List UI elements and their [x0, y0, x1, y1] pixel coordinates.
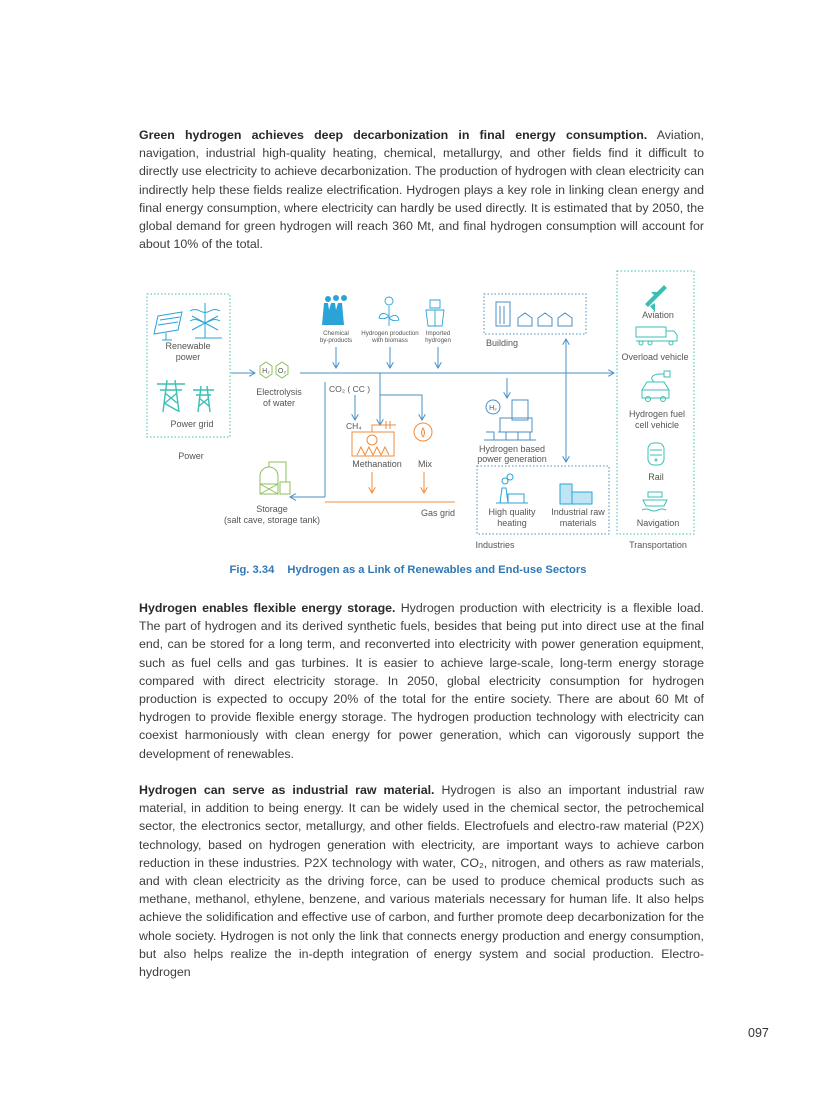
raw-materials-label-2: materials [559, 518, 597, 528]
source-label-2: hydrogen [425, 337, 451, 344]
mix-label: Mix [418, 459, 432, 469]
train-icon [648, 443, 664, 465]
paragraph-lead: Green hydrogen achieves deep decarbonization in final energy consumption. [139, 128, 648, 142]
paragraph-lead: Hydrogen can serve as industrial raw material. [139, 783, 435, 797]
paragraph-body: Hydrogen is also an important industrial raw material, in addition to being energy. It can be widely used in the chemical sector, the petrochemical sector, the electronics sector, metallurgy, and other fields. Electrofuels and electro-raw material (P2X) technology, based on hydrogen generation with electricity, are important ways to achieve carbon reduction in these industries. P2X technology with water, CO₂, nitrogen, and others as raw materials, and with clean electricity as the driving force, can be used to produce chemical products such as methane, methanol, ethylene, benzene, and various materials necessary for human life. It also helps achieve the solidification and effective use of carbon, and further promote deep decarbonization for the whole society. Hydrogen is not only the link that connects energy production and energy consumption, but also helps realize the in-depth integration of energy system and social production. Electro-hydrogen [139, 783, 704, 980]
mix-icon [414, 423, 432, 441]
storage-tank-icon [260, 462, 290, 494]
h2-molecule-label: H₂ [262, 368, 270, 375]
fcv-label: Hydrogen fuel [628, 409, 686, 419]
building-icon [496, 302, 572, 326]
heating-label: High quality [488, 507, 536, 517]
co2-label: CO₂ ( CC ) [329, 384, 371, 394]
rail-label: Rail [648, 472, 664, 482]
navigation-label: Navigation [636, 518, 680, 528]
ship-icon [426, 300, 444, 326]
source-label: Imported [425, 330, 451, 337]
source-label-2: with biomass [372, 337, 408, 344]
heating-factory-icon [496, 474, 528, 503]
paragraph-lead: Hydrogen enables flexible energy storage. [139, 601, 396, 615]
factory-icon [322, 295, 347, 325]
h2-to-mix-arrow [380, 395, 422, 420]
power-grid-label: Power grid [170, 419, 214, 429]
figure-title: Hydrogen as a Link of Renewables and End-use Sectors [287, 564, 587, 576]
industries-group-label: Industries [475, 540, 515, 550]
electrolysis-label-2: of water [262, 398, 296, 408]
storage-label-2: (salt cave, storage tank) [223, 515, 321, 525]
h2-power-label-2: power generation [477, 454, 547, 464]
figure-number: Fig. 3.34 [229, 564, 275, 576]
fcv-label-2: cell vehicle [634, 420, 680, 430]
building-group-box [484, 294, 586, 334]
paragraph-raw-material [139, 781, 704, 981]
storage-label: Storage [256, 504, 288, 514]
page-number: 097 [748, 1026, 769, 1040]
h2-badge-label: H₂ [489, 405, 497, 412]
aviation-label: Aviation [642, 310, 674, 320]
overload-vehicle-label: Overload vehicle [621, 352, 689, 362]
paragraph-body: Aviation, navigation, industrial high-quality heating, chemical, metallurgy, and other fields find it difficult to directly use electricity to achieve decarbonization. The production of hydrogen with clean electricity can indirectly help these fields realize electrification. Hydrogen plays a key role in linking clean energy and final energy consumption, where electricity can hardly be used directly. It is estimated that by 2050, the global demand for green hydrogen will reach 360 Mt, and final hydrogen consumption will account for about 10% of the total. [139, 128, 705, 252]
electrolysis-label: Electrolysis [256, 387, 302, 397]
industrial-plant-icon [560, 484, 592, 504]
transportation-group-label: Transportation [629, 540, 687, 550]
plant-icon [379, 297, 399, 326]
renewable-power-label: Renewable [165, 341, 211, 351]
raw-materials-label: Industrial raw [551, 507, 605, 517]
gas-grid-label: Gas grid [420, 508, 456, 518]
source-label: Hydrogen production [361, 330, 419, 337]
source-label-2: by-products [319, 337, 353, 344]
heating-label-2: heating [497, 518, 527, 528]
power-tower-icon [157, 380, 214, 412]
renewable-power-label-2: power [175, 352, 201, 362]
figure-caption [0, 564, 816, 576]
paragraph-energy-storage [139, 599, 704, 763]
fuel-cell-car-icon [642, 371, 670, 402]
methanation-label: Methanation [352, 459, 402, 469]
ch4-label: CH₄ [346, 421, 362, 431]
source-label: Chemical [323, 330, 349, 337]
truck-icon [636, 327, 677, 345]
h2-power-label: Hydrogen based [478, 444, 546, 454]
wind-turbine-icon [190, 303, 222, 338]
power-group-label: Power [178, 451, 204, 461]
airplane-icon [645, 285, 667, 312]
building-label: Building [485, 338, 519, 348]
ferry-icon [642, 492, 667, 511]
o2-molecule-label: O₂ [277, 368, 287, 375]
paragraph-body: Hydrogen production with electricity is a flexible load. The part of hydrogen and its derived synthetic fuels, besides that being put into direct use at the final end, can be stored for a long term, and reconverted into electricity with power generation equipment, such as fuel cells and gas turbines. It is easier to achieve large-scale, long-term energy storage compared with direct electricity storage. In 2050, global electricity consumption for hydrogen production is expected to occupy 20% of the total for the entire society. There are about 60 Mt of hydrogen to provide flexible energy storage. The hydrogen production technology with electricity can coexist harmoniously with clean energy for power generation, which can vigorously support the development of renewables. [139, 601, 704, 761]
solar-panel-icon [154, 312, 182, 340]
